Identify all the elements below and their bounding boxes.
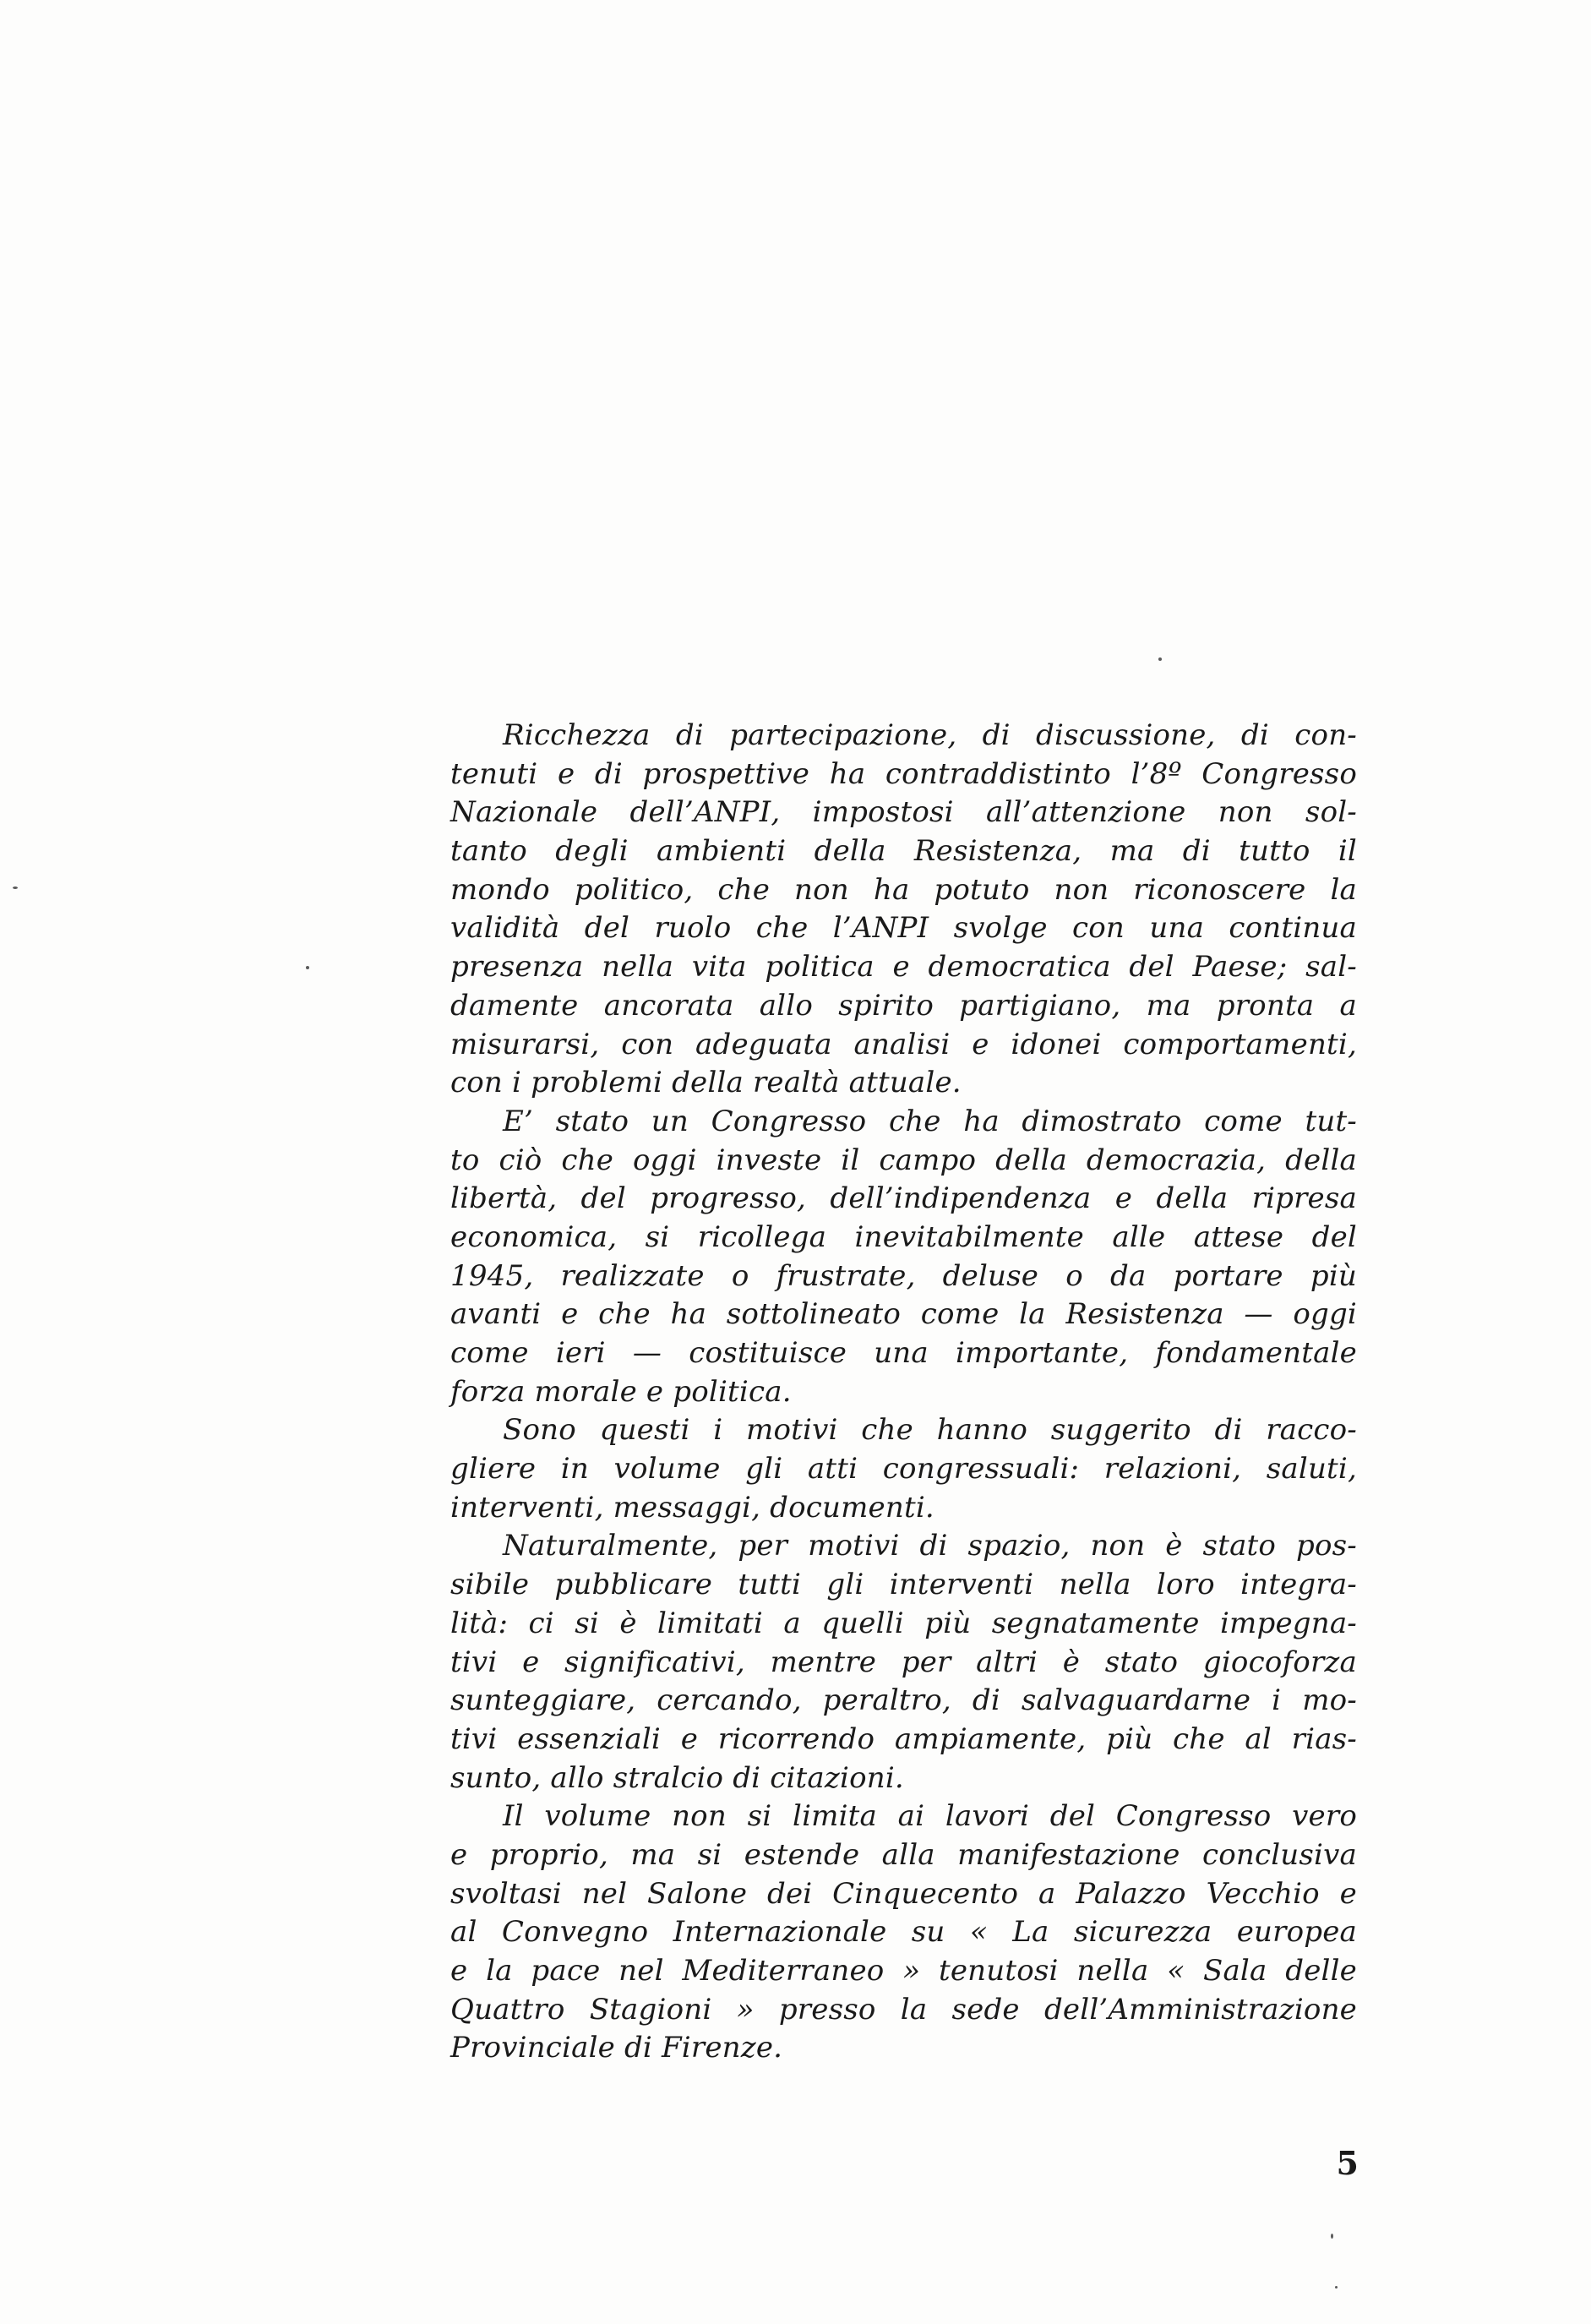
text-line: tenuti e di prospettive ha contraddistinto l’8º Congresso bbox=[450, 756, 1357, 791]
text-line: Ricchezza di partecipazione, di discussione, di con- bbox=[503, 718, 1357, 752]
text-line: al Convegno Internazionale su « La sicurezza europea bbox=[450, 1915, 1357, 1950]
scan-speck bbox=[1158, 657, 1162, 661]
text-line: validità del ruolo che l’ANPI svolge con una continua bbox=[450, 911, 1357, 946]
text-line: con i problemi della realtà attuale. bbox=[450, 1066, 962, 1100]
scan-speck bbox=[1331, 2234, 1333, 2239]
text-line: tanto degli ambienti della Resistenza, ma di tutto il bbox=[450, 834, 1357, 869]
text-line: gliere in volume gli atti congressuali: relazioni, saluti, bbox=[450, 1452, 1357, 1487]
text-line: damente ancorata allo spirito partigiano, ma pronta a bbox=[450, 988, 1357, 1023]
text-line: presenza nella vita politica e democratica del Paese; sal- bbox=[450, 950, 1357, 985]
text-line: come ieri — costituisce una importante, fondamentale bbox=[450, 1336, 1357, 1370]
text-line: economica, si ricollega inevitabilmente alle attese del bbox=[450, 1219, 1357, 1254]
text-line: interventi, messaggi, documenti. bbox=[450, 1490, 934, 1525]
text-line: e la pace nel Mediterraneo » tenutosi nella « Sala delle bbox=[450, 1954, 1357, 1988]
text-line: e proprio, ma si estende alla manifestazione conclusiva bbox=[450, 1837, 1357, 1872]
text-line: Quattro Stagioni » presso la sede dell’Amministrazione bbox=[450, 1992, 1357, 2027]
text-line: forza morale e politica. bbox=[450, 1374, 792, 1409]
text-line: lità: ci si è limitati a quelli più segnatamente impegna- bbox=[450, 1606, 1357, 1640]
text-line: mondo politico, che non ha potuto non riconoscere la bbox=[450, 872, 1357, 907]
text-line: Il volume non si limita ai lavori del Congresso vero bbox=[503, 1799, 1357, 1834]
scan-speck bbox=[1335, 2286, 1338, 2289]
scan-speck bbox=[306, 966, 309, 969]
text-line: sibile pubblicare tutti gli interventi nella loro integra- bbox=[450, 1568, 1357, 1602]
text-line: Provinciale di Firenze. bbox=[450, 2031, 783, 2065]
text-line: sunteggiare, cercando, peraltro, di salvaguardarne i mo- bbox=[450, 1683, 1357, 1718]
text-line: svoltasi nel Salone dei Cinquecento a Palazzo Vecchio e bbox=[450, 1876, 1357, 1911]
text-line: avanti e che ha sottolineato come la Resistenza — oggi bbox=[450, 1297, 1357, 1332]
text-line: Naturalmente, per motivi di spazio, non è stato pos- bbox=[503, 1529, 1357, 1563]
text-line: tivi essenziali e ricorrendo ampiamente, più che al rias- bbox=[450, 1721, 1357, 1756]
text-line: misurarsi, con adeguata analisi e idonei comportamenti, bbox=[450, 1027, 1357, 1061]
scan-speck bbox=[13, 887, 18, 889]
text-line: libertà, del progresso, dell’indipendenza e della ripresa bbox=[450, 1181, 1357, 1216]
text-line: tivi e significativi, mentre per altri è stato giocoforza bbox=[450, 1645, 1357, 1679]
text-line: to ciò che oggi investe il campo della democrazia, della bbox=[450, 1143, 1357, 1177]
text-line: sunto, allo stralcio di citazioni. bbox=[450, 1760, 904, 1795]
page-number: 5 bbox=[1336, 2144, 1359, 2182]
text-line: Sono questi i motivi che hanno suggerito di racco- bbox=[503, 1413, 1357, 1448]
text-line: E’ stato un Congresso che ha dimostrato come tut- bbox=[503, 1104, 1357, 1138]
text-line: 1945, realizzate o frustrate, deluse o da portare più bbox=[450, 1258, 1357, 1293]
body-text bbox=[450, 717, 1357, 2068]
text-line: Nazionale dell’ANPI, impostosi all’attenzione non sol- bbox=[450, 795, 1357, 830]
